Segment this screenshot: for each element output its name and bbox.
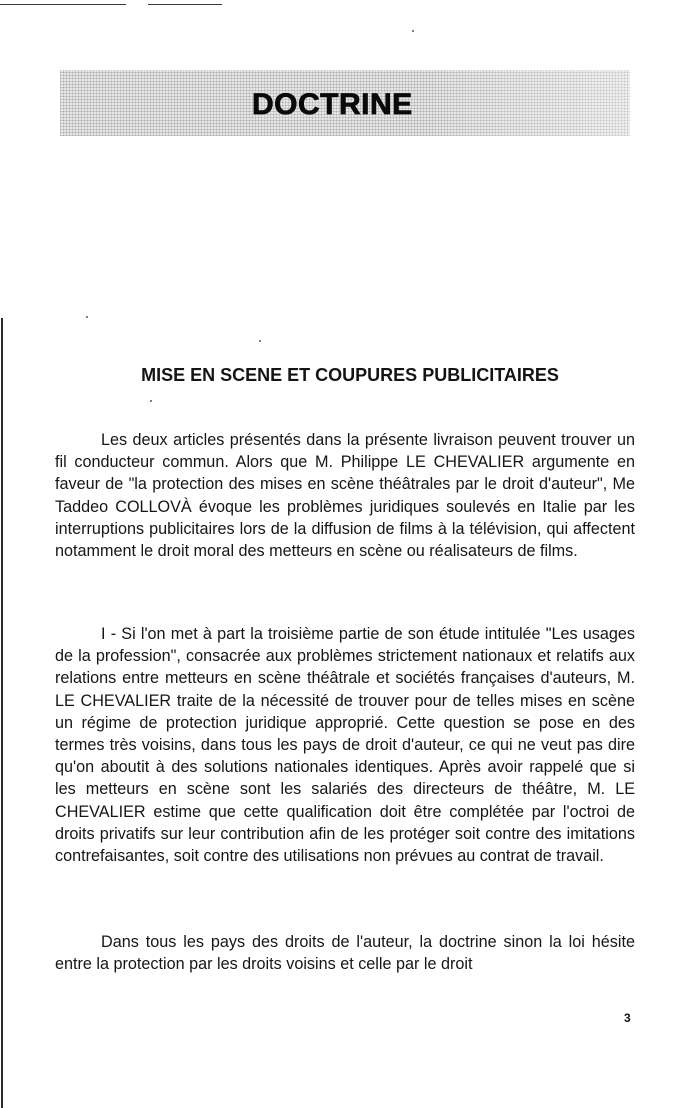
paragraph-text: Les deux articles présentés dans la présente livraison peuvent trouver un fil conducteur commun. Alors que M. Philippe LE CHEVALIER argumente en faveur de "la protection des mises en scène théâtrales par le droit d'auteur", Me Taddeo COLLOVÀ évoque les problèmes juridiques soulevés en Italie par les interruptions publicitaires lors de la diffusion de films à la télévision, qui affectent notamment le droit moral des metteurs en scène ou réalisateurs de films. [55, 431, 635, 561]
article-body-paragraph [55, 931, 635, 975]
paragraph-text: Dans tous les pays des droits de l'auteur, la doctrine sinon la loi hésite entre la protection par les droits voisins et celle par le droit [55, 933, 635, 974]
page-edge-rule [1, 318, 3, 1108]
page-number: 3 [624, 1011, 631, 1025]
section-title: DOCTRINE [252, 88, 413, 121]
article-body-paragraph [55, 623, 635, 867]
article-title: MISE EN SCENE ET COUPURES PUBLICITAIRES [141, 365, 559, 385]
top-rule [0, 4, 126, 5]
section-banner-fade [430, 70, 630, 136]
print-speck [259, 340, 261, 342]
print-speck [86, 316, 88, 318]
print-speck [412, 30, 414, 32]
print-speck [150, 400, 152, 402]
top-rule [148, 4, 222, 5]
paragraph-text: I - Si l'on met à part la troisième partie de son étude intitulée "Les usages de la profession", consacrée aux problèmes strictement nationaux et relatifs aux relations entre metteurs en scène théâtrale et sociétés françaises d'auteurs, M. LE CHEVALIER traite de la nécessité de trouver pour de telles mises en scène un régime de protection juridique approprié. Cette question se pose en des termes très voisins, dans tous les pays de droit d'auteur, ce qui ne veut pas dire qu'on aboutit à des solutions nationales identiques. Après avoir rappelé que si les metteurs en scène sont les salariés des directeurs de théâtre, M. LE CHEVALIER estime que cette qualification doit être complétée par l'octroi de droits privatifs sur leur contribution afin de les protéger soit contre des imitations contrefaisantes, soit contre des utilisations non prévues au contrat de travail. [55, 625, 635, 866]
article-body-paragraph [55, 429, 635, 562]
